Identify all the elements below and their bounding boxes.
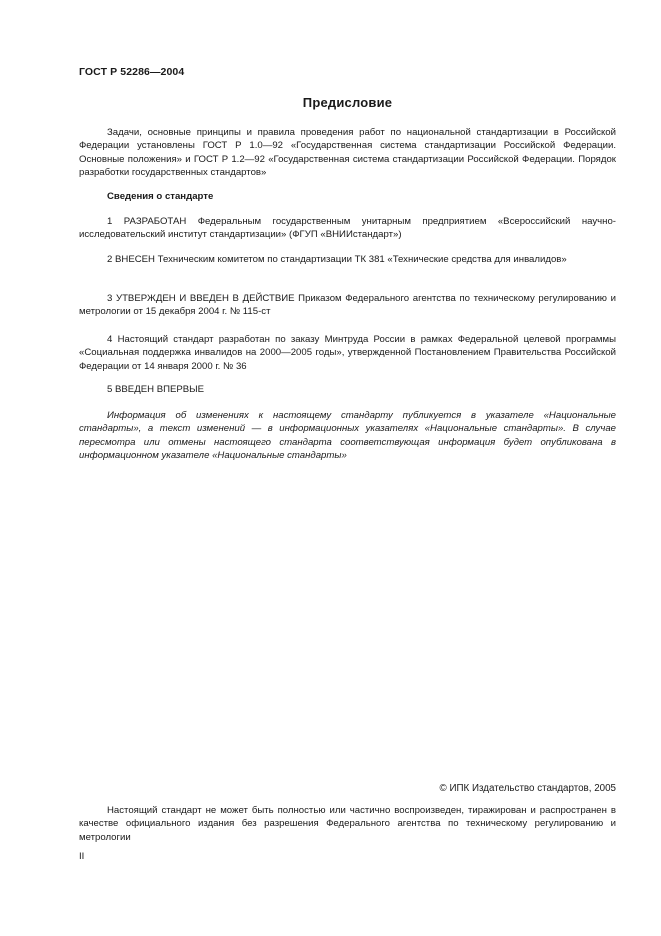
page-title: Предисловие bbox=[302, 95, 393, 110]
info-note: Информация об изменениях к настоящему стандарту публикуется в указателе «Национальные стандарты», а текст изменений — в информационных указателях «Национальные стандарты». В случае пересмотра или отмены настоящего стандарта соответствующая информация будет опубликована в информационном указателе «Национальные стандарты» bbox=[79, 410, 616, 461]
item-5: 5 ВВЕДЕН ВПЕРВЫЕ bbox=[107, 384, 205, 395]
item-3: 3 УТВЕРЖДЕН И ВВЕДЕН В ДЕЙСТВИЕ Приказом Федерального агентства по техническому регулированию и метрологии от 15 декабря 2004 г. № 115-ст bbox=[79, 293, 616, 318]
reproduction-notice: Настоящий стандарт не может быть полностью или частично воспроизведен, тиражирован и распространен в качестве официального издания без разрешения Федерального агентства по техническому регулированию и метрологии bbox=[79, 805, 616, 843]
item-1: 1 РАЗРАБОТАН Федеральным государственным унитарным предприятием «Всероссийский научно-исследовательский институт стандартизации» (ФГУП «ВНИИстандарт») bbox=[79, 216, 616, 241]
document-id: ГОСТ Р 52286—2004 bbox=[79, 66, 185, 78]
page-number: II bbox=[79, 851, 85, 862]
intro-paragraph: Задачи, основные принципы и правила проведения работ по национальной стандартизации в Российской Федерации установлены ГОСТ Р 1.0—92 «Государственная система стандартизации Российской Федерации. Основные положения» и ГОСТ Р 1.2—92 «Государственная система стандартизации Российской Федерации. Порядок разработки государственных стандартов» bbox=[79, 127, 616, 178]
copyright: © ИПК Издательство стандартов, 2005 bbox=[439, 783, 616, 794]
item-2: 2 ВНЕСЕН Техническим комитетом по стандартизации ТК 381 «Технические средства для инвалидов» bbox=[107, 254, 567, 265]
document-page bbox=[79, 0, 616, 936]
item-4: 4 Настоящий стандарт разработан по заказу Минтруда России в рамках Федеральной целевой программы «Социальная поддержка инвалидов на 2000—2005 годы», утвержденной Постановлением Правительства Российской Федерации от 14 января 2000 г. № 36 bbox=[79, 334, 616, 372]
section-heading: Сведения о стандарте bbox=[107, 191, 214, 202]
